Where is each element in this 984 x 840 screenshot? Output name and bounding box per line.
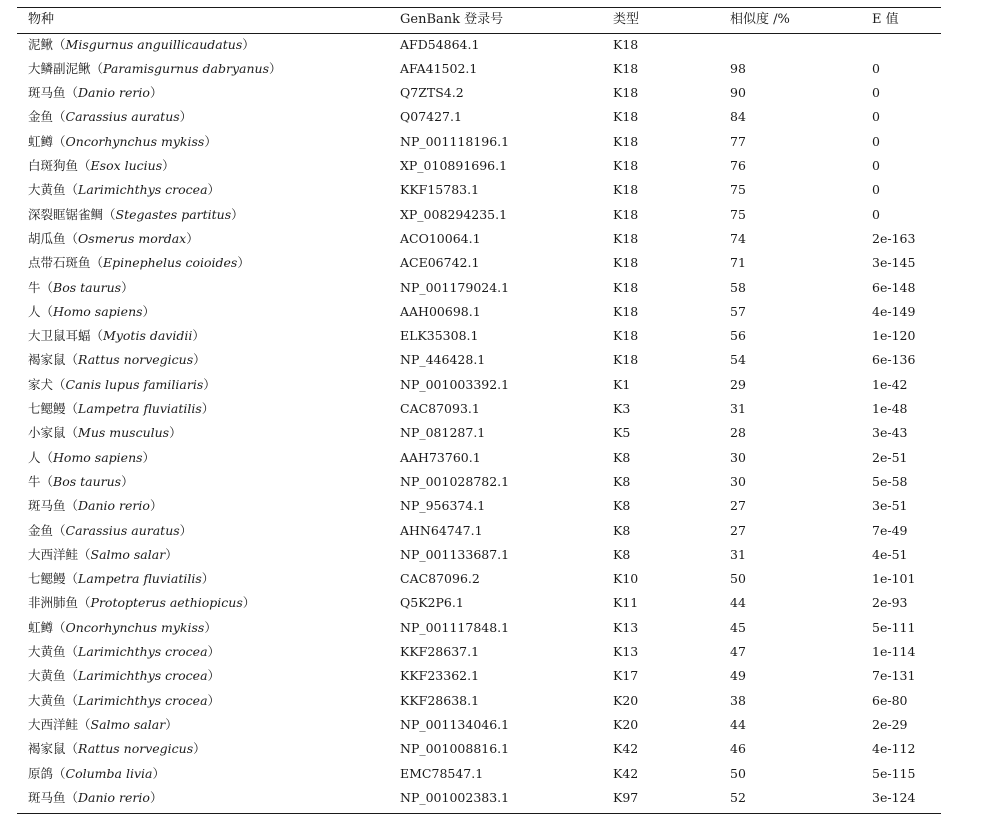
type-cell: K42 xyxy=(613,765,639,781)
table-row xyxy=(17,348,941,372)
accession-cell: NP_001028782.1 xyxy=(400,473,510,489)
similarity-cell: 45 xyxy=(730,619,746,635)
accession-cell: NP_001179024.1 xyxy=(400,279,510,295)
table-row xyxy=(17,81,941,105)
species-cell: 牛（Bos taurus） xyxy=(28,473,134,489)
type-cell: K18 xyxy=(613,109,639,125)
similarity-cell: 50 xyxy=(730,765,746,781)
evalue-cell: 1e-42 xyxy=(872,376,908,392)
species-cell: 大西洋鲑（Salmo salar） xyxy=(28,546,178,562)
similarity-cell: 27 xyxy=(730,522,746,538)
evalue-cell: 7e-131 xyxy=(872,668,916,684)
evalue-cell: 5e-111 xyxy=(872,619,916,635)
similarity-cell: 38 xyxy=(730,692,746,708)
accession-cell: XP_008294235.1 xyxy=(400,206,508,222)
accession-cell: AHN64747.1 xyxy=(400,522,483,538)
species-scientific-name: Oncorhynchus mykiss xyxy=(65,619,205,635)
species-common-name: 非洲肺鱼 xyxy=(28,595,79,611)
accession-cell: NP_001002383.1 xyxy=(400,789,510,805)
species-scientific-name: Bos taurus xyxy=(53,279,122,295)
similarity-cell: 46 xyxy=(730,741,746,757)
type-cell: K18 xyxy=(613,352,639,368)
species-scientific-name: Larimichthys crocea xyxy=(78,668,208,684)
evalue-cell: 3e-145 xyxy=(872,255,916,271)
species-scientific-name: Misgurnus anguillicaudatus xyxy=(65,36,243,52)
accession-cell: AAH73760.1 xyxy=(400,449,481,465)
species-scientific-name: Esox lucius xyxy=(90,158,163,173)
species-scientific-name: Danio rerio xyxy=(78,498,150,514)
species-common-name: 斑马鱼 xyxy=(28,498,66,514)
accession-cell: ELK35308.1 xyxy=(400,328,479,344)
species-cell: 斑马鱼（Danio rerio） xyxy=(28,789,163,805)
evalue-cell: 6e-80 xyxy=(872,692,908,708)
table-row xyxy=(17,737,941,761)
species-scientific-name: Oncorhynchus mykiss xyxy=(65,133,205,149)
species-cell: 大黄鱼（Larimichthys crocea） xyxy=(28,668,221,684)
species-scientific-name: Carassius auratus xyxy=(65,522,180,538)
evalue-cell: 0 xyxy=(872,182,880,198)
species-common-name: 大鳞副泥鳅 xyxy=(28,60,91,76)
species-scientific-name: Paramisgurnus dabryanus xyxy=(103,60,270,76)
species-cell: 七鳃鳗（Lampetra fluviatilis） xyxy=(28,571,215,587)
type-cell: K8 xyxy=(613,498,631,514)
species-scientific-name: Carassius auratus xyxy=(65,109,180,125)
accession-cell: AFA41502.1 xyxy=(400,60,478,76)
species-scientific-name: Osmerus mordax xyxy=(78,230,187,246)
similarity-cell: 75 xyxy=(730,206,746,222)
type-cell: K42 xyxy=(613,741,639,757)
species-common-name: 斑马鱼 xyxy=(28,85,66,101)
evalue-cell: 0 xyxy=(872,109,880,125)
species-cell: 大鳞副泥鳅（Paramisgurnus dabryanus） xyxy=(28,60,282,76)
table-row xyxy=(17,154,941,178)
similarity-cell: 30 xyxy=(730,449,746,465)
species-common-name: 点带石斑鱼 xyxy=(28,255,91,271)
species-common-name: 金鱼 xyxy=(28,522,54,538)
species-cell: 金鱼（Carassius auratus） xyxy=(28,109,193,125)
type-cell: K20 xyxy=(613,692,639,708)
evalue-cell: 1e-48 xyxy=(872,401,908,416)
type-cell: K1 xyxy=(613,376,631,392)
table-row xyxy=(17,33,941,57)
accession-cell: AAH00698.1 xyxy=(400,303,481,319)
table-row xyxy=(17,203,941,227)
table-row xyxy=(17,421,941,445)
species-cell: 金鱼（Carassius auratus） xyxy=(28,522,193,538)
type-cell: K97 xyxy=(613,789,639,805)
accession-cell: NP_001003392.1 xyxy=(400,376,510,392)
species-scientific-name: Danio rerio xyxy=(78,789,150,805)
species-common-name: 大卫鼠耳蝠 xyxy=(28,328,91,344)
species-cell: 小家鼠（Mus musculus） xyxy=(28,425,182,441)
table-row xyxy=(17,57,941,81)
type-cell: K18 xyxy=(613,60,639,76)
type-cell: K18 xyxy=(613,255,639,271)
header-species: 物种 xyxy=(28,12,55,27)
similarity-cell: 29 xyxy=(730,376,746,392)
type-cell: K18 xyxy=(613,182,639,198)
evalue-cell: 4e-112 xyxy=(872,741,916,757)
evalue-cell: 3e-51 xyxy=(872,498,908,514)
species-common-name: 虹鳟 xyxy=(28,133,54,149)
evalue-cell: 0 xyxy=(872,133,880,149)
table-row xyxy=(17,713,941,737)
accession-cell: NP_081287.1 xyxy=(400,425,486,441)
evalue-cell: 7e-49 xyxy=(872,522,908,538)
species-scientific-name: Rattus norvegicus xyxy=(78,741,194,757)
type-cell: K13 xyxy=(613,619,639,635)
similarity-cell: 58 xyxy=(730,279,746,295)
species-common-name: 褐家鼠 xyxy=(28,741,66,757)
evalue-cell: 4e-51 xyxy=(872,546,908,562)
similarity-cell: 31 xyxy=(730,401,746,416)
table-row xyxy=(17,324,941,348)
similarity-cell: 52 xyxy=(730,789,746,805)
accession-cell: CAC87093.1 xyxy=(400,401,480,416)
species-cell: 牛（Bos taurus） xyxy=(28,279,134,295)
species-scientific-name: Epinephelus coioides xyxy=(103,255,238,271)
similarity-cell: 98 xyxy=(730,60,746,76)
type-cell: K8 xyxy=(613,449,631,465)
species-common-name: 深裂眶锯雀鲷 xyxy=(28,206,104,222)
species-cell: 胡瓜鱼（Osmerus mordax） xyxy=(28,230,199,246)
type-cell: K17 xyxy=(613,668,639,684)
similarity-cell: 44 xyxy=(730,595,746,611)
table-row xyxy=(17,640,941,664)
accession-cell: KKF28638.1 xyxy=(400,692,480,708)
table-row xyxy=(17,373,941,397)
accession-cell: Q5K2P6.1 xyxy=(400,595,464,611)
similarity-cell: 54 xyxy=(730,352,746,368)
similarity-cell: 84 xyxy=(730,109,746,125)
species-common-name: 褐家鼠 xyxy=(28,352,66,368)
species-cell: 虹鳟（Oncorhynchus mykiss） xyxy=(28,133,217,149)
species-common-name: 家犬 xyxy=(28,376,54,392)
species-scientific-name: Larimichthys crocea xyxy=(78,692,208,708)
table-row xyxy=(17,397,941,421)
similarity-cell: 47 xyxy=(730,644,746,659)
species-cell: 斑马鱼（Danio rerio） xyxy=(28,498,163,514)
type-cell: K20 xyxy=(613,716,639,732)
type-cell: K18 xyxy=(613,303,639,319)
table-row xyxy=(17,591,941,615)
species-cell: 家犬（Canis lupus familiaris） xyxy=(28,376,216,392)
table-row xyxy=(17,178,941,202)
evalue-cell: 1e-120 xyxy=(872,328,916,344)
species-cell: 非洲肺鱼（Protopterus aethiopicus） xyxy=(28,595,256,611)
species-scientific-name: Rattus norvegicus xyxy=(78,352,194,368)
accession-cell: NP_001008816.1 xyxy=(400,741,510,757)
species-scientific-name: Myotis davidii xyxy=(103,328,193,344)
similarity-cell: 30 xyxy=(730,473,746,489)
type-cell: K5 xyxy=(613,425,631,441)
accession-cell: ACO10064.1 xyxy=(400,230,481,246)
table-row xyxy=(17,543,941,567)
accession-cell: NP_001117848.1 xyxy=(400,619,510,635)
accession-cell: NP_001133687.1 xyxy=(400,546,510,562)
type-cell: K13 xyxy=(613,644,639,659)
species-scientific-name: Lampetra fluviatilis xyxy=(78,571,202,587)
evalue-cell: 0 xyxy=(872,85,880,101)
accession-cell: ACE06742.1 xyxy=(400,255,480,271)
type-cell: K18 xyxy=(613,328,639,344)
table-row xyxy=(17,567,941,591)
table-row xyxy=(17,227,941,251)
species-cell: 斑马鱼（Danio rerio） xyxy=(28,85,163,101)
header-row xyxy=(17,8,941,32)
species-common-name: 虹鳟 xyxy=(28,619,54,635)
evalue-cell: 2e-93 xyxy=(872,595,908,611)
species-scientific-name: Lampetra fluviatilis xyxy=(78,401,202,416)
evalue-cell: 6e-148 xyxy=(872,279,916,295)
species-cell: 大卫鼠耳蝠（Myotis davidii） xyxy=(28,328,205,344)
species-common-name: 原鸽 xyxy=(28,765,54,781)
evalue-cell: 2e-29 xyxy=(872,716,908,732)
species-scientific-name: Canis lupus familiaris xyxy=(65,376,204,392)
species-common-name: 牛 xyxy=(28,473,41,489)
table-row xyxy=(17,689,941,713)
table-row xyxy=(17,470,941,494)
species-common-name: 人 xyxy=(28,303,41,319)
species-common-name: 牛 xyxy=(28,279,41,295)
accession-cell: AFD54864.1 xyxy=(400,36,480,52)
similarity-cell: 57 xyxy=(730,303,746,319)
type-cell: K18 xyxy=(613,85,639,101)
similarity-cell: 75 xyxy=(730,182,746,198)
evalue-cell: 6e-136 xyxy=(872,352,916,368)
accession-cell: KKF15783.1 xyxy=(400,182,480,198)
species-scientific-name: Homo sapiens xyxy=(53,303,143,319)
similarity-cell: 31 xyxy=(730,546,746,562)
accession-cell: Q07427.1 xyxy=(400,109,462,125)
accession-cell: XP_010891696.1 xyxy=(400,158,508,173)
evalue-cell: 1e-101 xyxy=(872,571,916,587)
species-scientific-name: Homo sapiens xyxy=(53,449,143,465)
similarity-cell: 28 xyxy=(730,425,746,441)
table-row xyxy=(17,105,941,129)
evalue-cell: 1e-114 xyxy=(872,644,916,659)
accession-cell: NP_001118196.1 xyxy=(400,133,510,149)
species-common-name: 大黄鱼 xyxy=(28,644,66,659)
accession-cell: CAC87096.2 xyxy=(400,571,480,587)
species-common-name: 金鱼 xyxy=(28,109,54,125)
species-common-name: 白斑狗鱼 xyxy=(28,158,79,173)
type-cell: K11 xyxy=(613,595,639,611)
species-common-name: 泥鳅 xyxy=(28,36,54,52)
species-scientific-name: Stegastes partitus xyxy=(115,206,232,222)
type-cell: K18 xyxy=(613,279,639,295)
table-row xyxy=(17,494,941,518)
type-cell: K10 xyxy=(613,571,639,587)
similarity-cell: 56 xyxy=(730,328,746,344)
type-cell: K8 xyxy=(613,522,631,538)
species-cell: 泥鳅（Misgurnus anguillicaudatus） xyxy=(28,36,255,52)
evalue-cell: 0 xyxy=(872,158,880,173)
table-row xyxy=(17,446,941,470)
table-row xyxy=(17,300,941,324)
species-scientific-name: Salmo salar xyxy=(90,546,166,562)
header-evalue: E 值 xyxy=(872,12,899,27)
species-cell: 点带石斑鱼（Epinephelus coioides） xyxy=(28,255,250,271)
header-similarity: 相似度 /% xyxy=(730,12,790,27)
header-accession: GenBank 登录号 xyxy=(400,12,504,27)
accession-cell: KKF28637.1 xyxy=(400,644,480,659)
species-cell: 褐家鼠（Rattus norvegicus） xyxy=(28,741,206,757)
species-common-name: 七鳃鳗 xyxy=(28,401,66,416)
accession-cell: NP_956374.1 xyxy=(400,498,486,514)
species-common-name: 大黄鱼 xyxy=(28,182,66,198)
type-cell: K18 xyxy=(613,158,639,173)
evalue-cell: 4e-149 xyxy=(872,303,916,319)
species-cell: 大黄鱼（Larimichthys crocea） xyxy=(28,692,221,708)
evalue-cell: 3e-43 xyxy=(872,425,908,441)
species-cell: 七鳃鳗（Lampetra fluviatilis） xyxy=(28,401,215,416)
type-cell: K18 xyxy=(613,133,639,149)
species-scientific-name: Salmo salar xyxy=(90,716,166,732)
species-cell: 褐家鼠（Rattus norvegicus） xyxy=(28,352,206,368)
bottom-rule xyxy=(17,813,941,814)
species-cell: 原鸽（Columba livia） xyxy=(28,765,165,781)
type-cell: K8 xyxy=(613,473,631,489)
species-common-name: 大西洋鲑 xyxy=(28,716,79,732)
evalue-cell: 5e-58 xyxy=(872,473,908,489)
evalue-cell: 3e-124 xyxy=(872,789,916,805)
similarity-cell: 27 xyxy=(730,498,746,514)
species-cell: 虹鳟（Oncorhynchus mykiss） xyxy=(28,619,217,635)
evalue-cell: 0 xyxy=(872,206,880,222)
species-scientific-name: Danio rerio xyxy=(78,85,150,101)
species-common-name: 斑马鱼 xyxy=(28,789,66,805)
accession-cell: NP_446428.1 xyxy=(400,352,486,368)
species-common-name: 人 xyxy=(28,449,41,465)
type-cell: K18 xyxy=(613,206,639,222)
table-row xyxy=(17,519,941,543)
header-type: 类型 xyxy=(613,12,640,27)
table-row xyxy=(17,616,941,640)
evalue-cell: 2e-51 xyxy=(872,449,908,465)
species-common-name: 胡瓜鱼 xyxy=(28,230,66,246)
similarity-cell: 76 xyxy=(730,158,746,173)
species-cell: 大黄鱼（Larimichthys crocea） xyxy=(28,644,221,659)
table-row xyxy=(17,130,941,154)
similarity-cell: 71 xyxy=(730,255,746,271)
similarity-cell: 77 xyxy=(730,133,746,149)
similarity-cell: 50 xyxy=(730,571,746,587)
similarity-cell: 44 xyxy=(730,716,746,732)
similarity-cell: 49 xyxy=(730,668,746,684)
species-cell: 白斑狗鱼（Esox lucius） xyxy=(28,158,175,173)
species-scientific-name: Protopterus aethiopicus xyxy=(90,595,243,611)
evalue-cell: 0 xyxy=(872,60,880,76)
species-cell: 深裂眶锯雀鲷（Stegastes partitus） xyxy=(28,206,244,222)
species-common-name: 小家鼠 xyxy=(28,425,66,441)
similarity-cell: 90 xyxy=(730,85,746,101)
table-row xyxy=(17,786,941,810)
accession-cell: NP_001134046.1 xyxy=(400,716,510,732)
species-cell: 大黄鱼（Larimichthys crocea） xyxy=(28,182,221,198)
evalue-cell: 2e-163 xyxy=(872,230,916,246)
species-scientific-name: Columba livia xyxy=(65,765,153,781)
accession-cell: KKF23362.1 xyxy=(400,668,480,684)
species-cell: 大西洋鲑（Salmo salar） xyxy=(28,716,178,732)
table-row xyxy=(17,251,941,275)
species-common-name: 大黄鱼 xyxy=(28,692,66,708)
species-scientific-name: Mus musculus xyxy=(78,425,170,441)
type-cell: K18 xyxy=(613,36,639,52)
species-cell: 人（Homo sapiens） xyxy=(28,303,156,319)
similarity-cell: 74 xyxy=(730,230,746,246)
species-common-name: 七鳃鳗 xyxy=(28,571,66,587)
table-row xyxy=(17,664,941,688)
accession-cell: Q7ZTS4.2 xyxy=(400,85,464,101)
table-row xyxy=(17,276,941,300)
species-scientific-name: Larimichthys crocea xyxy=(78,644,208,659)
species-common-name: 大西洋鲑 xyxy=(28,546,79,562)
type-cell: K3 xyxy=(613,401,631,416)
species-scientific-name: Bos taurus xyxy=(53,473,122,489)
species-scientific-name: Larimichthys crocea xyxy=(78,182,208,198)
species-cell: 人（Homo sapiens） xyxy=(28,449,156,465)
table-row xyxy=(17,762,941,786)
type-cell: K8 xyxy=(613,546,631,562)
species-common-name: 大黄鱼 xyxy=(28,668,66,684)
type-cell: K18 xyxy=(613,230,639,246)
accession-cell: EMC78547.1 xyxy=(400,765,484,781)
evalue-cell: 5e-115 xyxy=(872,765,916,781)
